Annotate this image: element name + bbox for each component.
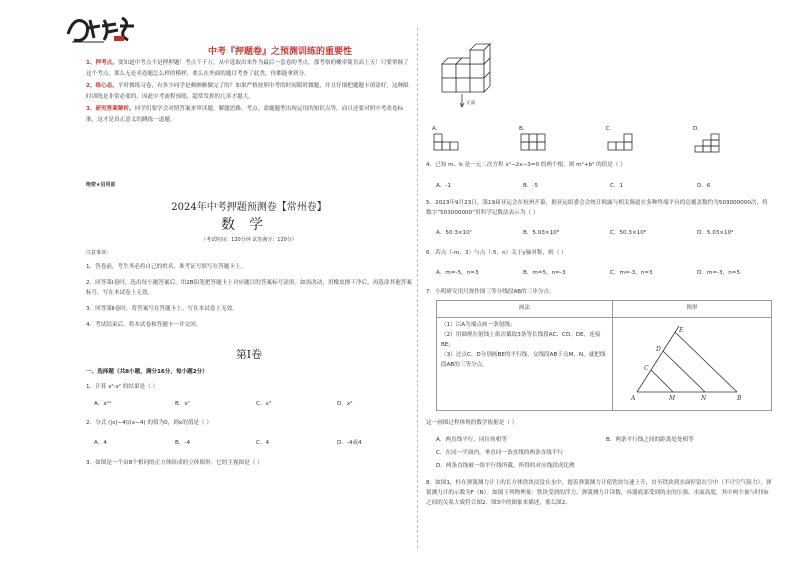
q3-view-d [693, 132, 729, 154]
q7-stem: 7．小明研究用尺规作图三等分线段AB的三步分点： [426, 289, 555, 295]
q2-stem: 2．分式 (|x|−4)/(x−4) 的值为0，则x的值是（ ） [86, 420, 212, 426]
q7-option-d: D．两条直线被一组平行线所截，所得的对应线段成比例 [436, 463, 575, 469]
q3-option-d: D． [693, 124, 780, 154]
q1-option-a: A．x¹⁰ [94, 401, 112, 407]
q3-stem: 3．如图是一个由8个相同的正方体组成的立体图形，它的主视图是（ ） [86, 460, 263, 466]
q3-options [432, 124, 780, 154]
q6-option-a: A．m=-5，n=3 [436, 270, 479, 276]
q3-option-b: B． [519, 124, 606, 154]
q7-trisection-figure [617, 320, 767, 404]
q3-solid-figure [432, 34, 532, 110]
confidential-tag: 绝密★启用前 [86, 182, 116, 188]
q7-label-m: M [669, 395, 676, 402]
q6-options [436, 268, 784, 276]
q7-step: （1）以A为端点画一条射线； [441, 322, 516, 328]
q4-option-a: A．-1 [436, 183, 451, 189]
q7-option-b: B．两条平行线之间的距离处处相等 [606, 437, 694, 443]
q7-steps-cell [437, 318, 613, 411]
intro-section [86, 58, 412, 127]
q7-figure-cell [613, 318, 772, 411]
intro-item: 1、押考点。要知道中考点不是押押题！考点千千万，从中选取出来作为最后一套卷的考点，那考察的概率简直高上天！只要掌握了这个考点，那么无论卖卷题怎么样的模样，要么在外面的题目考查了此类，你都能拿到分。 [86, 60, 409, 77]
exam-subject: 数学 [221, 217, 277, 233]
q3-view-a [432, 132, 468, 154]
q7-label-a: A [631, 395, 636, 402]
q5-options [436, 228, 784, 236]
q2-options [94, 438, 418, 446]
notes-heading: 注意事项： [86, 250, 112, 256]
q5-option-a: A．50.3×10⁷ [436, 230, 472, 236]
q4-option-c: C．1 [610, 183, 624, 189]
column-divider [417, 28, 418, 548]
q3-view-b [519, 132, 555, 154]
q1-option-c: C．x³ [256, 401, 272, 407]
q1-option-d: D．x² [337, 401, 353, 407]
q5-option-b: B．5.03×10⁸ [523, 230, 559, 236]
q4-options [436, 181, 784, 189]
q2-option-b: B．-4 [175, 440, 191, 446]
q6-option-b: B．m=5，n=-3 [523, 270, 566, 276]
exam-title: 2024年中考押题预测卷【常州卷】 [171, 202, 327, 213]
q7-label-b: B [737, 395, 742, 402]
note-item: 2．回答第Ⅰ卷时，选出每小题答案后，用2B铅笔把答题卡上对应题目的答案标号涂黑。如需改动，用橡皮擦干净后，再选涂其他答案标号。写在本试卷上无效。 [86, 280, 412, 296]
q1-options [94, 399, 418, 407]
q4-option-b: B．-5 [523, 183, 539, 189]
exam-time: （考试时间：120分钟 试卷满分：120分） [201, 237, 297, 243]
q5-option-d: D．5.03×10⁹ [697, 230, 734, 236]
notes-list [86, 262, 412, 336]
volume-title: 第Ⅰ卷 [235, 348, 263, 361]
q7-option-a: A．两直线平行，同位角相等 [436, 437, 507, 443]
q7-step: （2）用圆规在射线上依次截取3条等长线段AC、CD、DE，连接BE； [441, 332, 601, 348]
q3-option-a: A． [432, 124, 519, 154]
q4-stem: 4．已知 m、b 是一元二次方程 x²−2x−3=0 的两个根，则 m²+b² 的值是（ ） [426, 162, 626, 168]
q2-option-d: D．-4或4 [337, 440, 362, 446]
q6-option-c: C．m=-3，n=3 [610, 270, 653, 276]
section-heading: 一、选择题（共8小题，满分16分，每小题2分） [86, 369, 208, 375]
q7-label-c: C [644, 365, 649, 372]
q4-option-d: D．6 [697, 183, 711, 189]
q1-stem: 1．计算 x⁵·x² 的结果是（ ） [86, 384, 159, 390]
intro-item: 2、练心态。平时做练习卷，有多少同学是颇颇颇做完了的？如果严格按照中考的时间限时做题，并且仔细把题题卡填涂好，这种限时训练是非常必要的。因此中考流程预练，超常发挥的几率才越大。 [86, 83, 409, 100]
intro-item: 3、研究答案解析。同学们要学会对照答案来审读题，解题思路、考点、命题题型出现运用的知识点等，而且还要对照中考改卷标准，这才是真正意义的跳练一道题。 [86, 106, 404, 123]
q6-stem: 6．若点（-m，3）与点（-5，n）关于y轴对称，则（ ） [426, 250, 567, 256]
q5-option-c: C．50.3×10⁸ [610, 230, 647, 236]
q7-options [436, 434, 776, 473]
q6-option-d: D．m=-3，n=5 [697, 270, 740, 276]
note-item: 1．答卷前，考生务必将自己的姓名、准考证号填写在答题卡上。 [86, 264, 247, 270]
q7-conclusion: 这一画图过程体现的数学依据是（ ） [426, 420, 518, 426]
note-item: 4．考试结束后，将本试卷和答题卡一并交回。 [86, 322, 202, 328]
q8-stem: 8．如图1，柱在弹簧测力计上的长方体铁块浸没在水中，提着弹簧测力计使铁块匀速上升，直至铁块到水面停留在空中（不计空气阻力）。弹簧测力计的示数为F（N）。如图下列物理量：铁块受到的浮力、弹簧测力计读数，容器底部受到的水的压强、水面高度，其中两个量与时间t之间的关系大致符合图2、图3中的图象来描述，那么图2、 [426, 480, 772, 506]
q3-view-c [606, 132, 642, 154]
q7-col-figure: 图形 [613, 301, 772, 318]
q7-step: （3）过点C、D分别画BE的平行线，交线段AB于点M、N，就把线段AB的三等分点。 [441, 352, 606, 368]
brand-logo [64, 12, 138, 46]
q7-table [436, 300, 772, 411]
q7-option-c: C．在同一平面内，垂直同一条直线的两条直线平行 [436, 450, 563, 456]
q7-label-d: D [656, 346, 661, 353]
q2-option-c: C．4 [256, 440, 270, 446]
q3-front-label: 正面 [466, 101, 476, 106]
q1-option-b: B．x⁷ [175, 401, 190, 407]
q7-col-method: 画法 [437, 301, 613, 318]
q3-option-c: C． [606, 124, 693, 154]
q7-label-n: N [701, 395, 707, 402]
note-item: 3．回答第Ⅱ卷时，将答案写在答题卡上。写在本试卷上无效。 [86, 306, 238, 312]
q5-stem: 5．2023年9月23日，第19届亚运会在杭州开幕，据亚运组委会会统计揭露与相关频道在多种终端平台的总覆盖数约为503000000次，将数字“503000000”用科学记数法表示为（ ） [426, 200, 768, 216]
q7-label-e: E [679, 327, 684, 334]
q2-option-a: A．4 [94, 440, 107, 446]
banner-title: 中考『押题卷』之预测训练的重要性 [207, 47, 352, 57]
